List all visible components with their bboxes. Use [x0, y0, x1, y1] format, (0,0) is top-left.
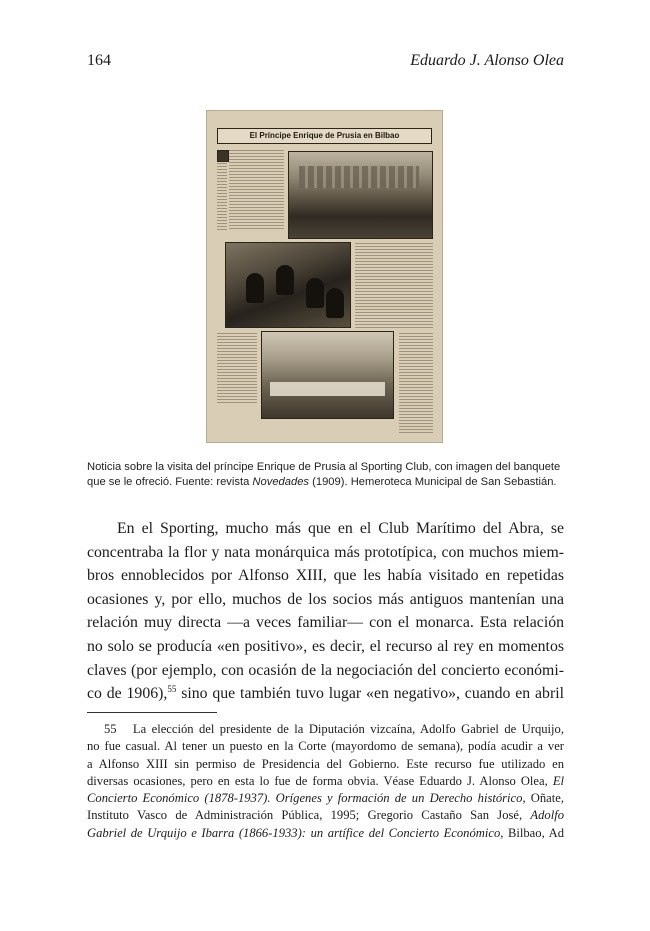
body-line: ocasiones y, por ello, muchos de los socios más antiguos mantenían una	[87, 590, 564, 608]
footnote-line: a Alfonso XIII sin permiso de Presidencia del Gobierno. Este recurso fue utilizado en	[87, 756, 564, 771]
body-line: concentraba la flor y nata monárquica más prototípica, con muchos miem-	[87, 543, 564, 561]
footnote-line: diversas ocasiones, pero en esta lo fue de forma obvia. Véase Eduardo J. Alonso Olea, El	[87, 773, 565, 788]
drop-cap-ornament	[217, 150, 229, 162]
footnote-reference[interactable]: 55	[167, 684, 177, 695]
figure-caption: Noticia sobre la visita del príncipe Enrique de Prusia al Sporting Club, con imagen del banquete que se le ofreció. Fuente: revista Novedades (1909). Hemeroteca Municipal de San Sebastián.	[87, 461, 561, 488]
page-number: 164	[87, 52, 111, 69]
text-column	[355, 243, 433, 329]
text-column	[217, 333, 257, 403]
crowd-photo	[288, 151, 433, 239]
banquet-photo	[261, 331, 394, 419]
running-header-author: Eduardo J. Alonso Olea	[410, 52, 564, 69]
footnote-line: Concierto Económico (1878-1937). Orígenes y formación de un Derecho histórico, Oñate,	[87, 791, 564, 806]
footnote-line: no fue casual. Al tener un puesto en la Corte (mayordomo de semana), podía acudir a ver	[87, 739, 564, 754]
body-line: relación muy directa —a veces familiar— con el monarca. Esta relación	[87, 614, 564, 632]
text-column	[229, 150, 284, 230]
body-line: bros ennoblecidos por Alfonso XIII, que les había visitado en repetidas	[87, 567, 564, 585]
body-line: co de 1906),$^{55}$ sino que también tuvo lugar «en negativo», cuando en abril	[87, 684, 564, 703]
body-line: no solo se producía «en positivo», es decir, el recurso al rey en momentos	[87, 637, 564, 655]
footnote	[87, 721, 564, 842]
body-line: En el Sporting, mucho más que en el Club Marítimo del Abra, se	[117, 520, 564, 537]
body-line: claves (por ejemplo, con ocasión de la negociación del concierto económi-	[87, 661, 564, 679]
text-column	[399, 333, 433, 433]
body-paragraph	[87, 517, 564, 706]
text-column	[217, 163, 227, 230]
officers-photo	[225, 242, 351, 328]
footnote-line: Gabriel de Urquijo e Ibarra (1866-1933): un artífice del Concierto Económico, Bilbao, Ad	[87, 825, 564, 840]
footnote-separator	[87, 712, 217, 713]
footnote-line: Instituto Vasco de Administración Pública, 1995; Gregorio Castaño San José, Adolfo	[87, 808, 564, 823]
magazine-page-image	[206, 110, 443, 443]
footnote-number: 55	[104, 722, 117, 736]
magazine-title: El Príncipe Enrique de Prusia en Bilbao	[217, 128, 432, 144]
footnote-line: 55 La elección del presidente de la Diputación vizcaína, Adolfo Gabriel de Urquijo,	[104, 722, 564, 736]
